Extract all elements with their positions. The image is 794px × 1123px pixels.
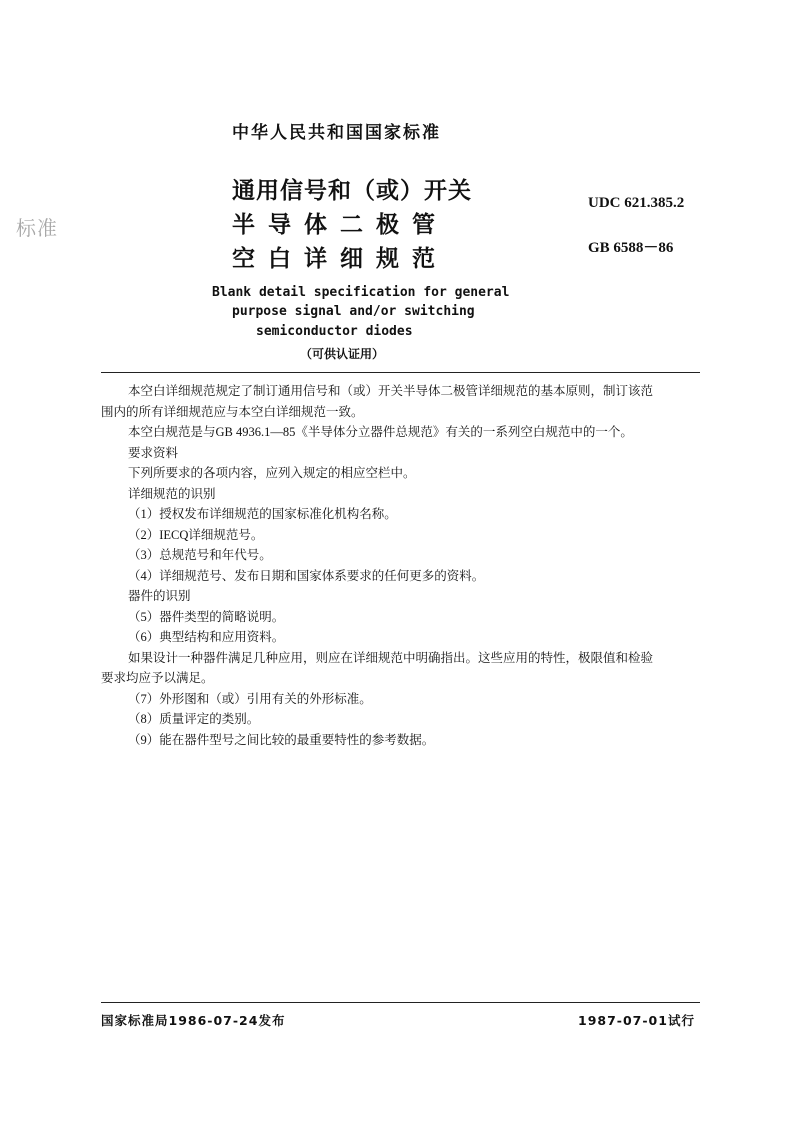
body-line: 如果设计一种器件满足几种应用，则应在详细规范中明确指出。这些应用的特性，极限值和检验 — [128, 651, 654, 665]
national-standard-heading: 中华人民共和国国家标准 — [232, 123, 441, 143]
implementation-date: 1987-07-01试行 — [578, 1013, 695, 1028]
footer-divider — [101, 1002, 700, 1003]
body-line: 下列所要求的各项内容，应列入规定的相应空栏中。 — [128, 466, 416, 480]
section-heading: 详细规范的识别 — [128, 487, 216, 501]
body-line: 本空白详细规范规定了制订通用信号和（或）开关半导体二极管详细规范的基本原则，制订该范 — [128, 384, 654, 398]
english-title-line-3: semiconductor diodes — [256, 324, 413, 339]
certification-note: （可供认证用） — [300, 347, 385, 361]
list-item: （2）IECQ详细规范号。 — [128, 528, 264, 542]
list-item: （3）总规范号和年代号。 — [128, 548, 272, 562]
english-title-line-1: Blank detail specification for general — [212, 285, 510, 300]
section-heading: 器件的识别 — [128, 589, 191, 603]
section-heading: 要求资料 — [128, 446, 179, 460]
issue-date: 国家标准局1986-07-24发布 — [101, 1013, 286, 1028]
body-line: 本空白规范是与GB 4936.1—85《半导体分立器件总规范》有关的一系列空白规范中的一个。 — [128, 425, 633, 439]
list-item: （1）授权发布详细规范的国家标准化机构名称。 — [128, 507, 397, 521]
body-line: 要求均应予以满足。 — [101, 671, 214, 685]
english-title-line-2: purpose signal and/or switching — [232, 304, 475, 319]
body-line: 围内的所有详细规范应与本空白详细规范一致。 — [101, 405, 364, 419]
list-item: （6）典型结构和应用资料。 — [128, 630, 285, 644]
gb-number: GB 6588－86 — [588, 240, 674, 256]
list-item: （8）质量评定的类别。 — [128, 712, 260, 726]
chinese-title-line-3: 空白详细规范 — [232, 246, 448, 272]
header-divider — [101, 372, 700, 373]
list-item: （7）外形图和（或）引用有关的外形标准。 — [128, 692, 372, 706]
list-item: （9）能在器件型号之间比较的最重要特性的参考数据。 — [128, 733, 435, 747]
margin-mark: 标准 — [16, 216, 58, 240]
list-item: （5）器件类型的简略说明。 — [128, 610, 285, 624]
udc-code: UDC 621.385.2 — [588, 195, 685, 211]
list-item: （4）详细规范号、发布日期和国家体系要求的任何更多的资料。 — [128, 569, 485, 583]
chinese-title-line-1: 通用信号和（或）开关 — [232, 178, 472, 204]
chinese-title-line-2: 半导体二极管 — [232, 212, 448, 238]
